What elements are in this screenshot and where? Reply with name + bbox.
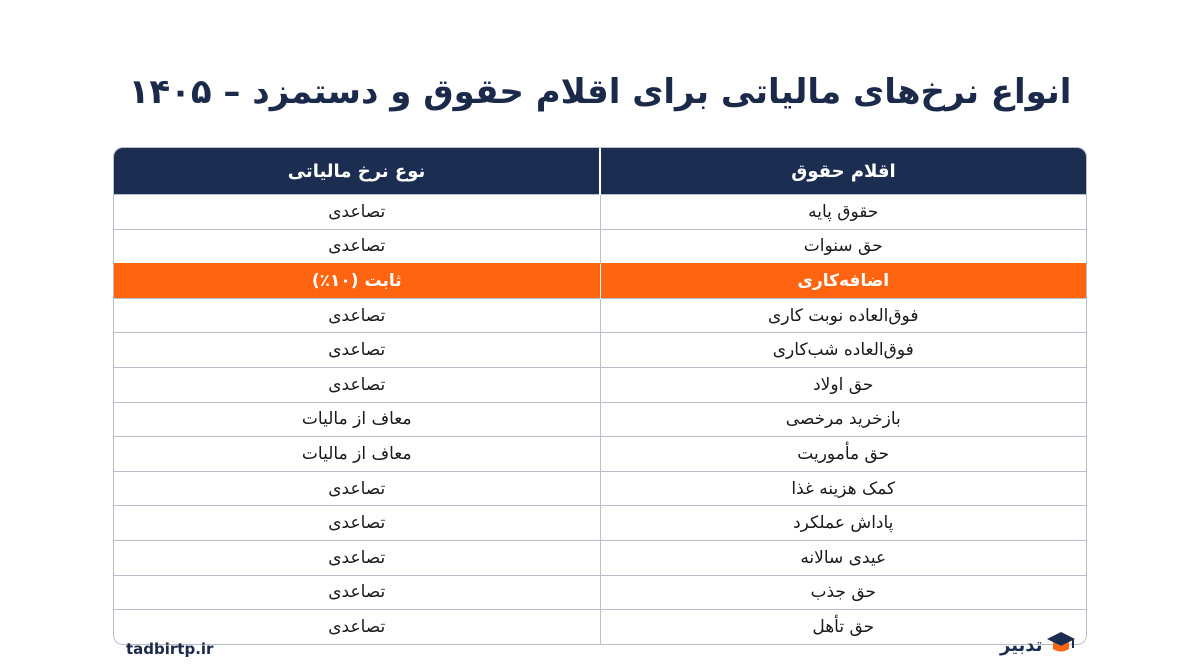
- item-cell: حق جذب: [600, 575, 1086, 610]
- rate-cell: ثابت (۱۰٪): [114, 264, 600, 299]
- table-row: [114, 229, 1086, 264]
- rate-cell: تصاعدی: [114, 575, 600, 610]
- rate-cell: تصاعدی: [114, 333, 600, 368]
- table-row-highlighted: [114, 264, 1086, 299]
- item-cell: بازخرید مرخصی: [600, 402, 1086, 437]
- item-cell: عیدی سالانه: [600, 540, 1086, 575]
- logo-text: تدبیر: [1000, 634, 1043, 656]
- table-row: [114, 195, 1086, 230]
- site-url[interactable]: tadbirtp.ir: [126, 640, 214, 658]
- table-row: [114, 402, 1086, 437]
- table-row: [114, 471, 1086, 506]
- rate-cell: تصاعدی: [114, 506, 600, 541]
- rate-cell: تصاعدی: [114, 471, 600, 506]
- item-cell: حق مأموریت: [600, 437, 1086, 472]
- rate-cell: تصاعدی: [114, 540, 600, 575]
- table-row: [114, 298, 1086, 333]
- table-row: [114, 367, 1086, 402]
- tax-rate-table: [113, 147, 1087, 645]
- table-row: [114, 540, 1086, 575]
- rate-cell: تصاعدی: [114, 610, 600, 644]
- rate-cell: تصاعدی: [114, 195, 600, 230]
- table-row: [114, 610, 1086, 644]
- rate-cell: معاف از مالیات: [114, 437, 600, 472]
- rate-cell: تصاعدی: [114, 298, 600, 333]
- item-cell: حق تأهل: [600, 610, 1086, 644]
- item-cell: کمک هزینه غذا: [600, 471, 1086, 506]
- table-header-row: [114, 148, 1086, 195]
- table: [114, 148, 1086, 644]
- rate-cell: تصاعدی: [114, 229, 600, 264]
- item-cell: فوق‌العاده شب‌کاری: [600, 333, 1086, 368]
- item-cell: حقوق پایه: [600, 195, 1086, 230]
- table-row: [114, 437, 1086, 472]
- item-cell: حق سنوات: [600, 229, 1086, 264]
- rate-cell: معاف از مالیات: [114, 402, 600, 437]
- header-item: اقلام حقوق: [600, 148, 1086, 195]
- table-row: [114, 333, 1086, 368]
- table-row: [114, 506, 1086, 541]
- table-row: [114, 575, 1086, 610]
- item-cell: حق اولاد: [600, 367, 1086, 402]
- item-cell: پاداش عملکرد: [600, 506, 1086, 541]
- item-cell: فوق‌العاده نوبت کاری: [600, 298, 1086, 333]
- item-cell: اضافه‌کاری: [600, 264, 1086, 299]
- graduation-cap-icon: [1046, 629, 1076, 661]
- header-rate: نوع نرخ مالیاتی: [114, 148, 600, 195]
- rate-cell: تصاعدی: [114, 367, 600, 402]
- brand-logo: [1000, 630, 1076, 660]
- page-title: انواع نرخ‌های مالیاتی برای اقلام حقوق و دستمزد – ۱۴۰۵: [128, 72, 1072, 112]
